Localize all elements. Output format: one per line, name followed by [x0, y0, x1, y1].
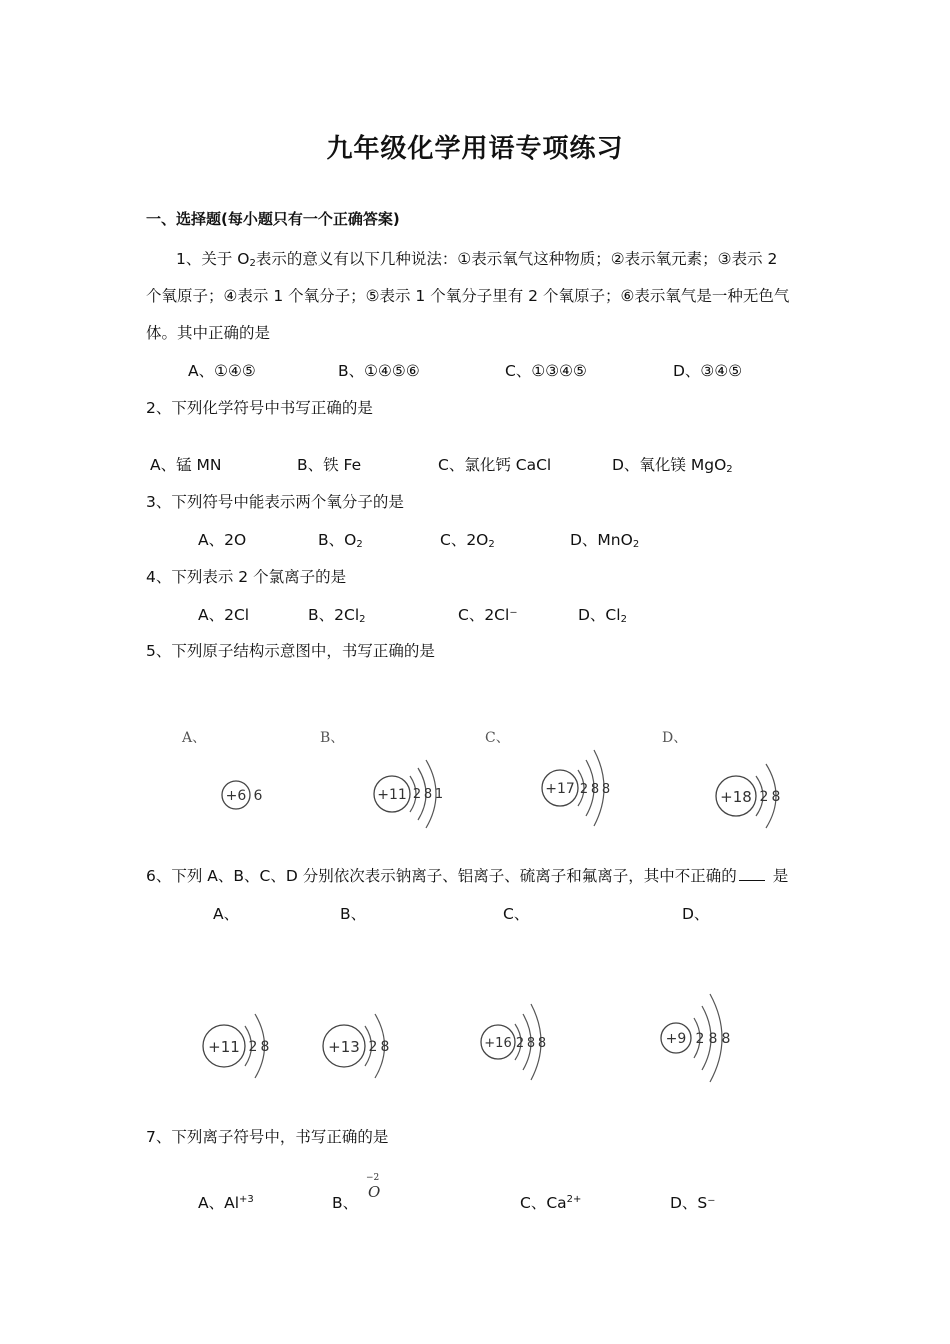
- q6-label-b: B、: [340, 905, 367, 923]
- page-title: 九年级化学用语专项练习: [326, 134, 624, 164]
- q6-stem: 6、下列 A、B、C、D 分别依次表示钠离子、铝离子、硫离子和氟离子，其中不正确的 是: [146, 867, 789, 885]
- atom-diagram-q6-d: [658, 990, 748, 1086]
- q1-line3: 体。其中正确的是: [146, 324, 271, 342]
- q3-option-c: C、$2O_2$: [440, 531, 495, 550]
- electron-count: 8: [590, 782, 600, 797]
- q4-option-d: D、$Cl_2$: [578, 606, 627, 625]
- q1-option-a: A、①④⑤: [188, 362, 256, 380]
- electron-count: 8: [708, 1031, 718, 1047]
- atom-diagram-q6-c: [478, 996, 568, 1088]
- atom-diagram-q5-d: [712, 756, 802, 840]
- q4-option-a: A、2Cl: [198, 606, 250, 624]
- electron-count: 2: [368, 1039, 378, 1055]
- q7-stem: 7、下列离子符号中，书写正确的是: [146, 1128, 389, 1146]
- q7-option-c: C、$Ca^{2+}$: [520, 1194, 582, 1212]
- q3-option-b: B、$O_2$: [318, 531, 363, 550]
- electron-count: 8: [423, 787, 433, 802]
- electron-count: 8: [380, 1039, 390, 1055]
- electron-count: 1: [434, 787, 444, 802]
- q7-option-d: D、S⁻: [670, 1194, 716, 1212]
- nucleus-label: +17: [545, 781, 575, 797]
- q3-stem: 3、下列符号中能表示两个氧分子的是: [146, 493, 404, 511]
- electron-count: 8: [537, 1036, 547, 1051]
- atom-diagram-q6-a: [200, 1004, 290, 1088]
- electron-count: 6: [253, 788, 263, 804]
- nucleus-label: +13: [328, 1038, 360, 1056]
- q6-label-c: C、: [503, 905, 530, 923]
- q1-option-d: D、③④⑤: [673, 362, 743, 380]
- q5-label-a: A、: [182, 730, 207, 746]
- nucleus-label: +11: [377, 787, 407, 803]
- q1-line2: 个氧原子；④表示 1 个氧分子；⑤表示 1 个氧分子里有 2 个氧原子；⑥表示氧气是一种无色气: [146, 287, 790, 305]
- q2-option-b: B、铁 Fe: [297, 456, 362, 474]
- q4-option-b: B、$2Cl_2$: [308, 606, 366, 625]
- q1-option-b: B、①④⑤⑥: [338, 362, 420, 380]
- q7-option-b-symbol: O: [368, 1183, 381, 1201]
- electron-count: 8: [260, 1039, 270, 1055]
- q2-option-a: A、锰 MN: [150, 456, 222, 474]
- electron-count: 8: [771, 789, 781, 805]
- atom-diagram-q5-a: [220, 770, 280, 820]
- q6-label-d: D、: [682, 905, 710, 923]
- q5-label-d: D、: [662, 730, 688, 746]
- electron-count: 8: [721, 1031, 731, 1047]
- electron-count: 2: [579, 782, 589, 797]
- section-heading: 一、选择题(每小题只有一个正确答案): [146, 210, 400, 228]
- q3-option-a: A、2O: [198, 531, 247, 549]
- electron-count: 2: [412, 787, 422, 802]
- electron-count: 8: [601, 782, 611, 797]
- q7-option-b: B、: [332, 1194, 359, 1212]
- electron-count: 2: [248, 1039, 258, 1055]
- q6-label-a: A、: [213, 905, 240, 923]
- q2-option-d: D、氧化镁 MgO$_2$: [612, 456, 733, 475]
- electron-count: 2: [695, 1031, 705, 1047]
- q2-option-c: C、氯化钙 CaCl: [438, 456, 552, 474]
- nucleus-label: +6: [225, 788, 247, 804]
- nucleus-label: +9: [665, 1031, 687, 1047]
- atom-diagram-q5-b: [370, 752, 460, 840]
- electron-count: 8: [526, 1036, 536, 1051]
- atom-diagram-q5-c: [538, 744, 628, 834]
- q4-option-c: C、2Cl⁻: [458, 606, 518, 624]
- q3-option-d: D、MnO$_2$: [570, 531, 640, 550]
- nucleus-label: +11: [208, 1038, 240, 1056]
- q4-stem: 4、下列表示 2 个氯离子的是: [146, 568, 347, 586]
- answer-blank: [739, 868, 765, 881]
- electron-count: 2: [759, 789, 769, 805]
- q5-stem: 5、下列原子结构示意图中，书写正确的是: [146, 642, 435, 660]
- q1-line1: 1、关于 $O_2$表示的意义有以下几种说法：①表示氧气这种物质；②表示氧元素；③表示 2: [176, 250, 778, 269]
- q7-option-b-charge: −2: [366, 1173, 380, 1183]
- electron-count: 2: [515, 1036, 525, 1051]
- q7-option-a: A、$Al^{+3}$: [198, 1194, 254, 1212]
- q5-label-b: B、: [320, 730, 345, 746]
- nucleus-label: +16: [484, 1036, 512, 1051]
- q2-stem: 2、下列化学符号中书写正确的是: [146, 399, 373, 417]
- atom-diagram-q6-b: [320, 1004, 410, 1088]
- q5-label-c: C、: [485, 730, 510, 746]
- q1-option-c: C、①③④⑤: [505, 362, 587, 380]
- nucleus-label: +18: [720, 788, 752, 806]
